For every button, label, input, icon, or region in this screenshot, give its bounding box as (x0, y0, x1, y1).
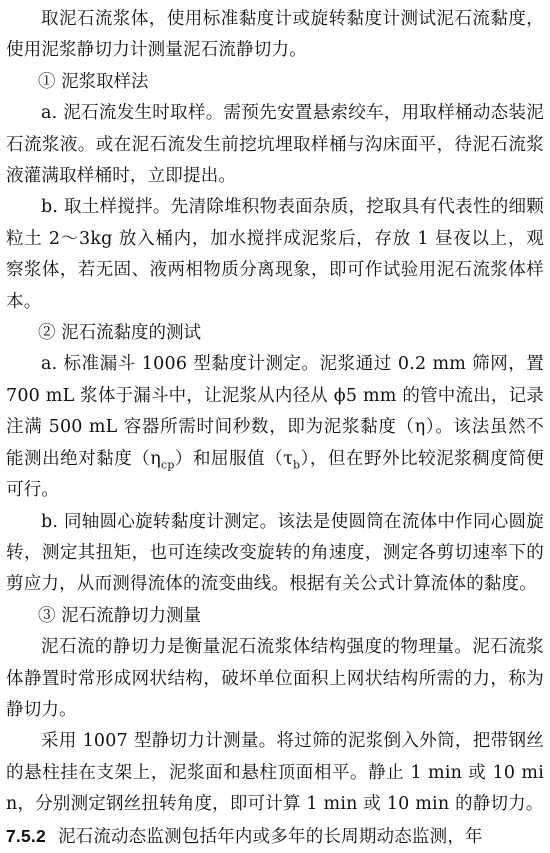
section-7-5-2-paragraph (6, 821, 544, 853)
subscript: cp (160, 458, 175, 472)
intro-paragraph: 取泥石流浆体，使用标准黏度计或旋转黏度计测试泥石流黏度，使用泥浆静切力计测量泥石流静切力。 (6, 9, 544, 61)
subscript: b (293, 458, 301, 472)
heading-viscosity-test: ② 泥石流黏度的测试 (38, 323, 202, 344)
section-number: 7.5.2 (6, 825, 46, 846)
heading-mud-sampling: ① 泥浆取样法 (38, 71, 149, 92)
section-7-5-2-text: 泥石流动态监测包括年内或多年的长周期动态监测，年 (57, 826, 483, 847)
paragraph-static-shear-definition: 泥石流的静切力是衡量泥石流浆体结构强度的物理量。泥石流浆体静置时常形成网状结构，破坏单位面积上网状结构所需的力，称为静切力。 (6, 637, 544, 720)
heading-static-shear: ③ 泥石流静切力测量 (38, 605, 202, 626)
paragraph-rotational-viscometer: b. 同轴圆心旋转黏度计测定。该法是使圆筒在流体中作同心圆旋转，测定其扭矩，也可连续改变旋转的角速度，测定各剪切速率下的剪应力，从而测得流体的流变曲线。根据有关公式计算流体的黏度。 (6, 511, 544, 595)
paragraph-static-shear-measurement: 采用 1007 型静切力计测量。将过筛的泥浆倒入外筒，把带钢丝的悬柱挂在支架上，泥浆面和悬柱顶面相平。静止 1 min 或 10 min，分别测定钢丝扭转角度，即可计算 1 min 或 10 min 的静切力。 (6, 731, 544, 815)
paragraph-funnel-viscometer: a. 标准漏斗 1006 型黏度计测定。泥浆通过 0.2 mm 筛网，置 700 mL 浆体于漏斗中，让泥浆从内径从 ϕ5 mm 的管中流出，记录注满 500 mL 容器所需时间秒数，即为泥浆黏度（η）。该法虽然不能测出绝对黏度$(\eta_{cp})$和屈服值$(\tau_b)$，但在野外比较泥浆稠度简便可行。 (6, 354, 544, 501)
paragraph-soil-sample-mixing: b. 取土样搅拌。先清除堆积物表面杂质，挖取具有代表性的细颗粒土 2～3kg 放入桶内，加水搅拌成泥浆后，存放 1 昼夜以上，观察浆体，若无固、液两相物质分离现象，即可作试验用泥石流浆体样本。 (6, 197, 544, 312)
paragraph-sampling-during-flow: a. 泥石流发生时取样。需预先安置悬索绞车，用取样桶动态装泥石流浆液。或在泥石流发生前挖坑埋取样桶与沟床面平，待泥石流浆液灌满取样桶时，立即提出。 (6, 103, 544, 187)
